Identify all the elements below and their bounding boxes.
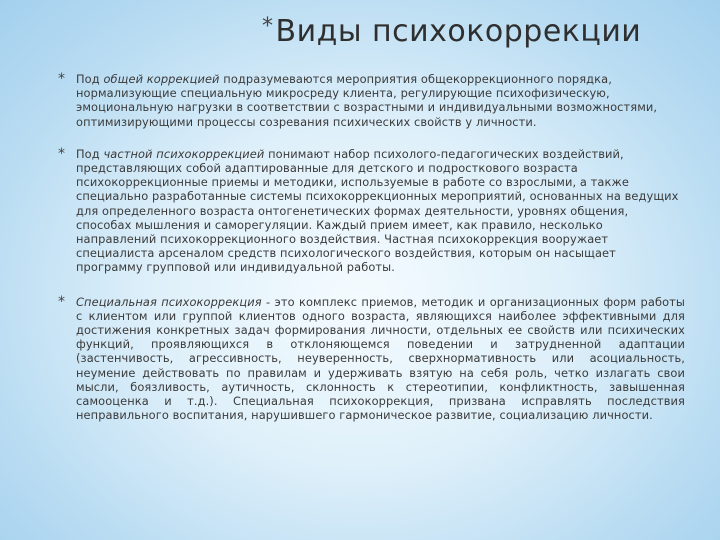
bullet-star-marker: *	[58, 293, 66, 310]
bullet-prefix: Под	[76, 146, 104, 161]
bullet-body: - это комплекс приемов, методик и организационных форм работы с клиентом или группой клиентов одного возраста, являющихся наиболее эффективными для достижения конкретных задач формирования личности, отдельных ее свойств или психических функций, проявляющихся в отклоняющемся поведении и затрудненной адаптации (застенчивость, агрессивность, неуверенность, сверхнормативность или асоциальность, неумение действовать по правилам и удерживать взятую на себя роль, четко излагать свои мысли, боязливость, аутичность, склонность к стереотипии, конфликтность, завышенная самооценка и т.д.). Специальная психокоррекция, призвана исправлять последствия неправильного воспитания, нарушившего гармоническое развитие, социализацию личности.	[76, 294, 685, 423]
slide-title-text: Виды психокоррекции	[275, 14, 642, 49]
bullet-item-general-correction	[60, 72, 685, 129]
bullet-star-marker: *	[58, 145, 66, 162]
bullet-emphasis: общей коррекцией	[103, 72, 220, 86]
bullet-text	[60, 295, 685, 423]
bullet-prefix: Под	[76, 72, 104, 86]
bullet-list	[60, 72, 685, 422]
bullet-star-marker: *	[58, 71, 66, 87]
bullet-item-special-correction	[60, 295, 685, 423]
bullet-item-partial-correction	[60, 147, 685, 275]
bullet-text	[60, 147, 685, 275]
bullet-body: понимают набор психолого-педагогических воздействий, представляющих собой адаптированные для детского и подросткового возраста психокоррекционные приемы и методики, используемые в работе со взрослыми, а также специально разработанные системы психокоррекционных мероприятий, основанных на ведущих для определенного возраста онтогенетических формах деятельности, уровнях общения, способах мышления и саморегуляции. Каждый прием имеет, как правило, несколько направлений психокоррекционного воздействия. Частная психокоррекция вооружает специалиста арсеналом средств психологического воздействия, которым он насыщает программу групповой или индивидуальной работы.	[76, 146, 679, 275]
title-star-marker: *	[262, 14, 274, 39]
bullet-emphasis: частной психокоррекцией	[103, 146, 265, 161]
bullet-body: подразумеваются мероприятия общекоррекционного порядка, нормализующие специальную микросреду клиента, регулирующие психофизическую, эмоциональную нагрузки в соответствии с возрастными и индивидуальными возможностями, оптимизирующими процессы созревания психических свойств у личности.	[76, 72, 658, 129]
bullet-text	[60, 72, 685, 129]
slide-title	[262, 14, 641, 49]
bullet-emphasis: Специальная психокоррекция	[76, 294, 262, 309]
